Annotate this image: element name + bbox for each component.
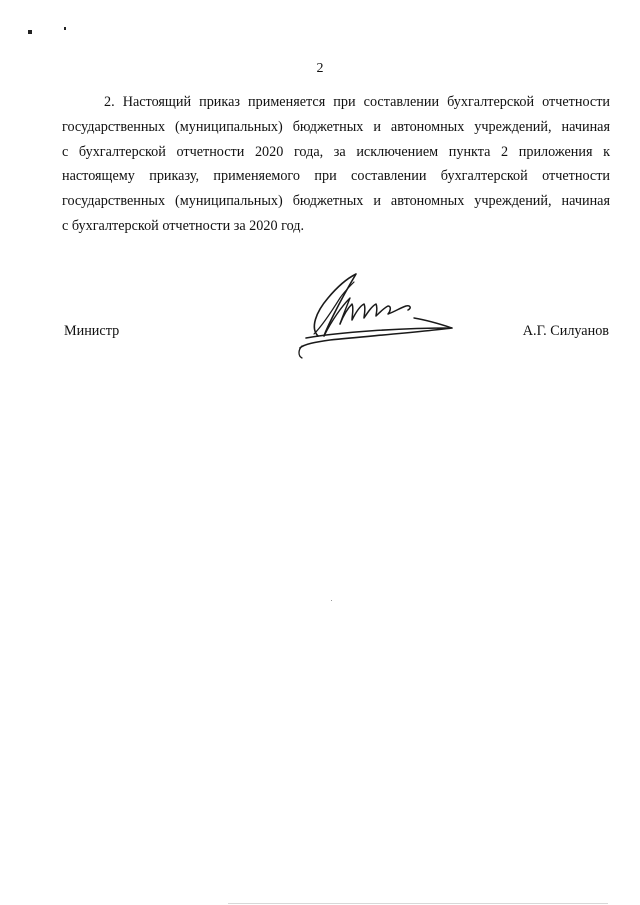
paragraph-line: государственных (муниципальных) бюджетных и автономных учреждений, начиная [62, 118, 610, 135]
signatory-name: А.Г. Силуанов [522, 323, 609, 339]
scan-artifact-dot [64, 27, 66, 30]
signatory-title: Министр [64, 323, 120, 339]
scan-artifact-dot [28, 30, 32, 34]
paragraph-line: с бухгалтерской отчетности за 2020 год. [62, 217, 305, 234]
scan-speck [331, 600, 332, 601]
paragraph-line: 2. Настоящий приказ применяется при составлении бухгалтерской отчетности [104, 94, 610, 110]
handwritten-signature [290, 268, 460, 360]
paragraph-line: с бухгалтерской отчетности 2020 года, за исключением пункта 2 приложения к [62, 143, 610, 160]
page-number: 2 [316, 61, 324, 76]
paragraph-line: государственных (муниципальных) бюджетных и автономных учреждений, начиная [62, 193, 610, 210]
scan-speck [228, 903, 608, 904]
paragraph-line: настоящему приказу, применяемого при составлении бухгалтерской отчетности [62, 168, 610, 185]
order-paragraph [62, 90, 610, 239]
